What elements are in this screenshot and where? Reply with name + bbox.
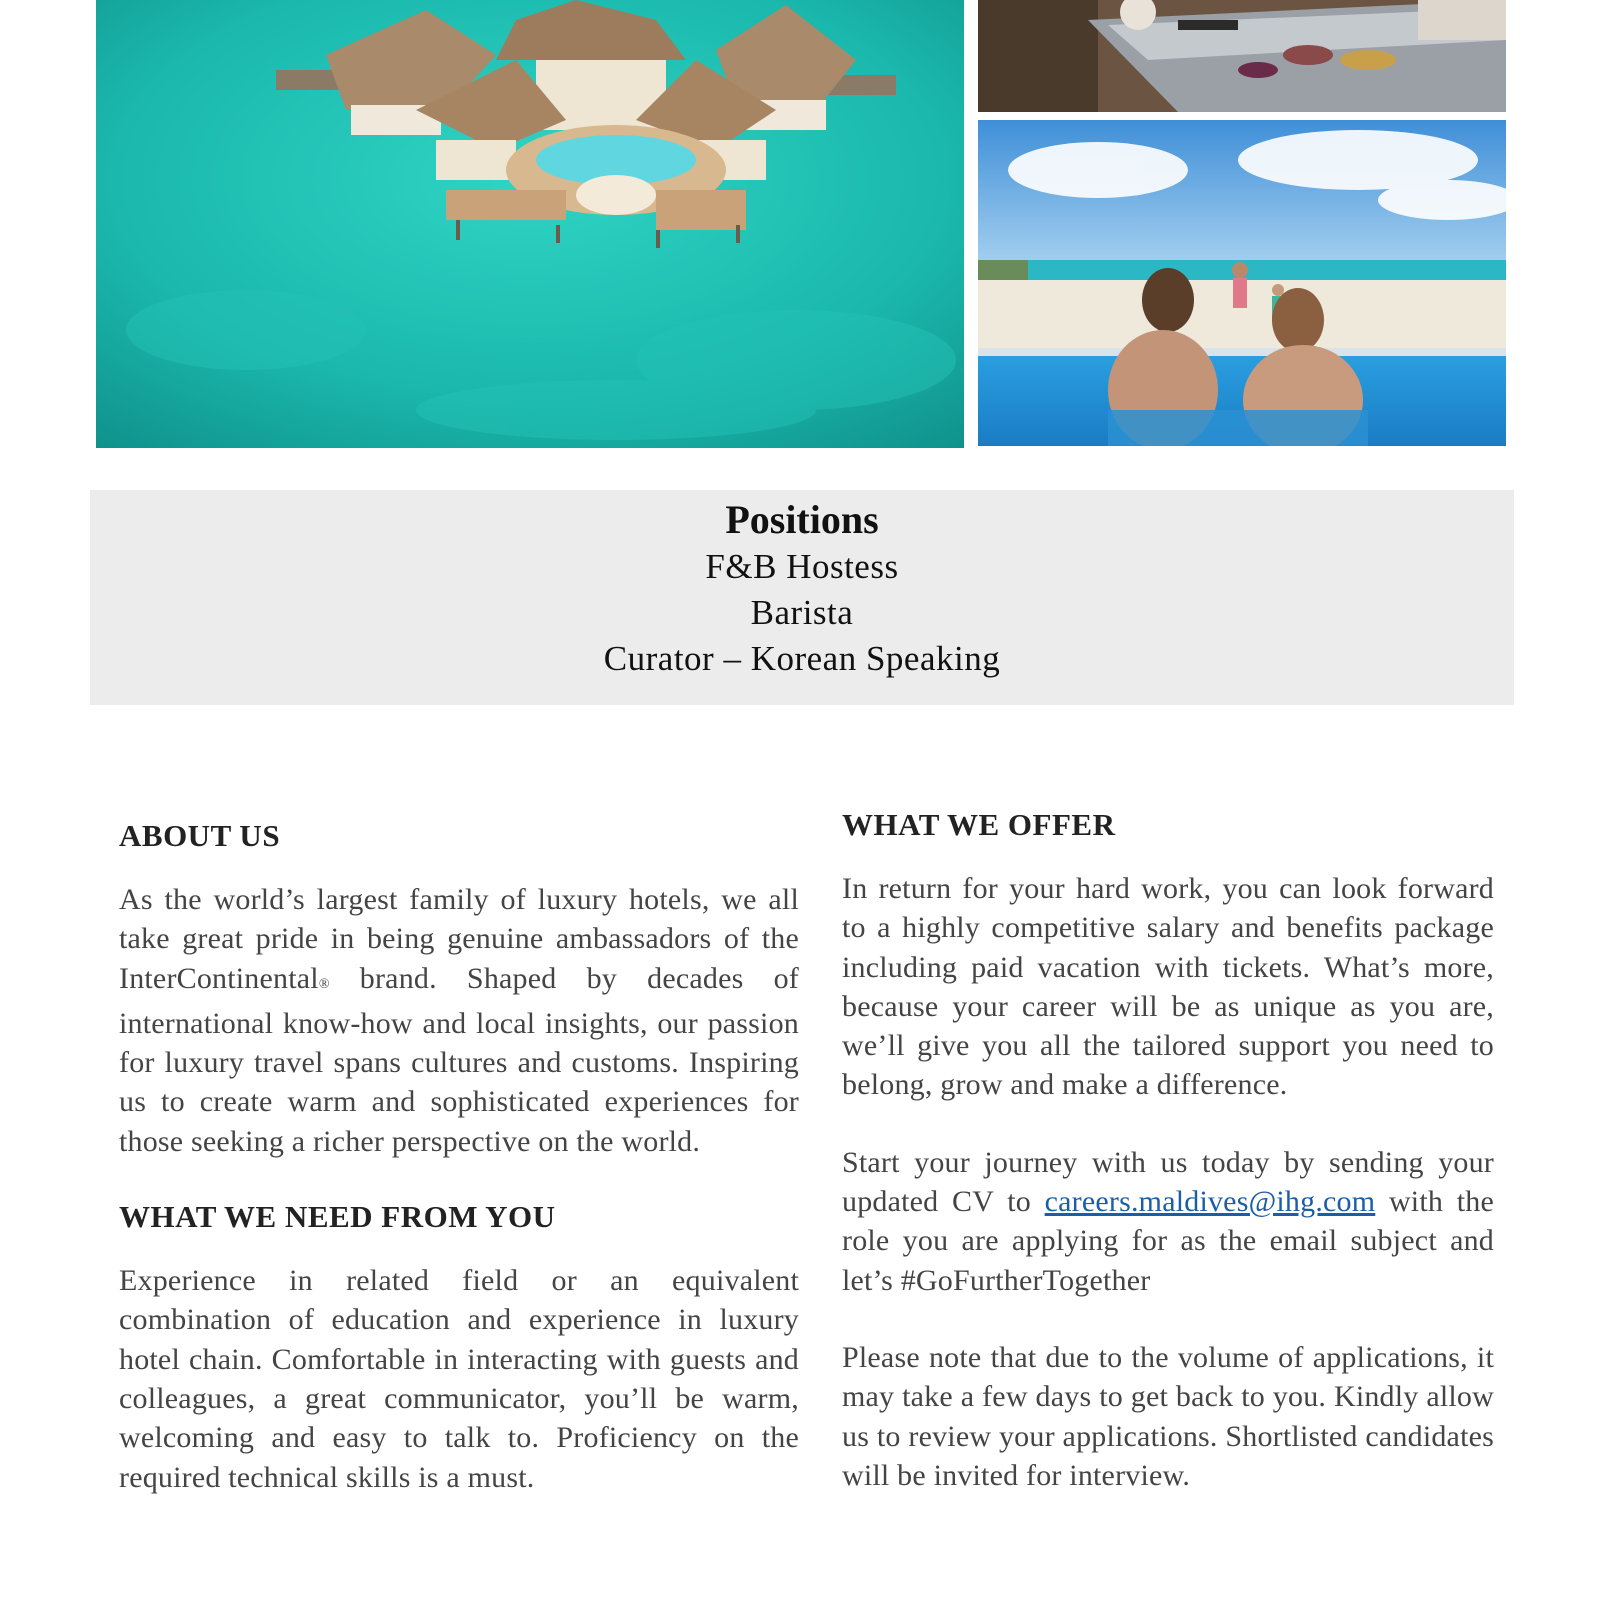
positions-panel	[90, 490, 1514, 705]
apply-text-part: with the role you are applying for as the email subject and let’s #GoFurtherTogether	[842, 1185, 1494, 1297]
note-text: Please note that due to the volume of applications, it may take a few days to get back to you. Kindly allow us to review your applications. Shortlisted candidates will be invited for interview.	[842, 1340, 1494, 1492]
about-text-part: As the world’s largest family of luxury hotels, we all take great pride in being genuine ambassadors of the InterContinental	[119, 883, 799, 995]
about-heading: ABOUT US	[119, 818, 281, 853]
about-text	[119, 880, 799, 1161]
position-item: Barista	[750, 593, 854, 632]
about-text-part: brand. Shaped by decades of international know-how and local insights, our passion for luxury travel spans cultures and customs. Inspiring us to create warm and sophisticated experiences for those seeking a richer perspective on the world.	[119, 961, 799, 1158]
dining-table-photo	[978, 0, 1506, 112]
email-link[interactable]: careers.maldives@ihg.com	[1044, 1185, 1376, 1219]
need-heading: WHAT WE NEED FROM YOU	[119, 1199, 556, 1235]
registered-mark: ®	[318, 976, 330, 992]
beach-pool-photo	[978, 120, 1506, 446]
need-text: Experience in related field or an equivalent combination of education and experience in luxury hotel chain. Comfortable in interacting with guests and colleagues, a great communicator, you’ll be warm, welcoming and easy to talk to. Proficiency on the required technical skills is a must.	[119, 1264, 799, 1494]
positions-title: Positions	[725, 497, 879, 542]
overwater-villas-photo	[96, 0, 964, 448]
right-column	[842, 805, 1494, 1495]
offer-heading: WHAT WE OFFER	[842, 807, 1116, 842]
position-item: F&B Hostess	[705, 547, 899, 586]
apply-text-part: Start your journey with us today by sending your updated CV to	[842, 1145, 1494, 1219]
position-item: Curator – Korean Speaking	[603, 639, 1001, 678]
apply-text	[842, 1143, 1494, 1300]
left-column	[119, 816, 799, 1497]
offer-text: In return for your hard work, you can look forward to a highly competitive salary and benefits package including paid vacation with tickets. What’s more, because your career will be as unique as you are, we’ll give you all the tailored support you need to belong, grow and make a difference.	[842, 872, 1494, 1102]
